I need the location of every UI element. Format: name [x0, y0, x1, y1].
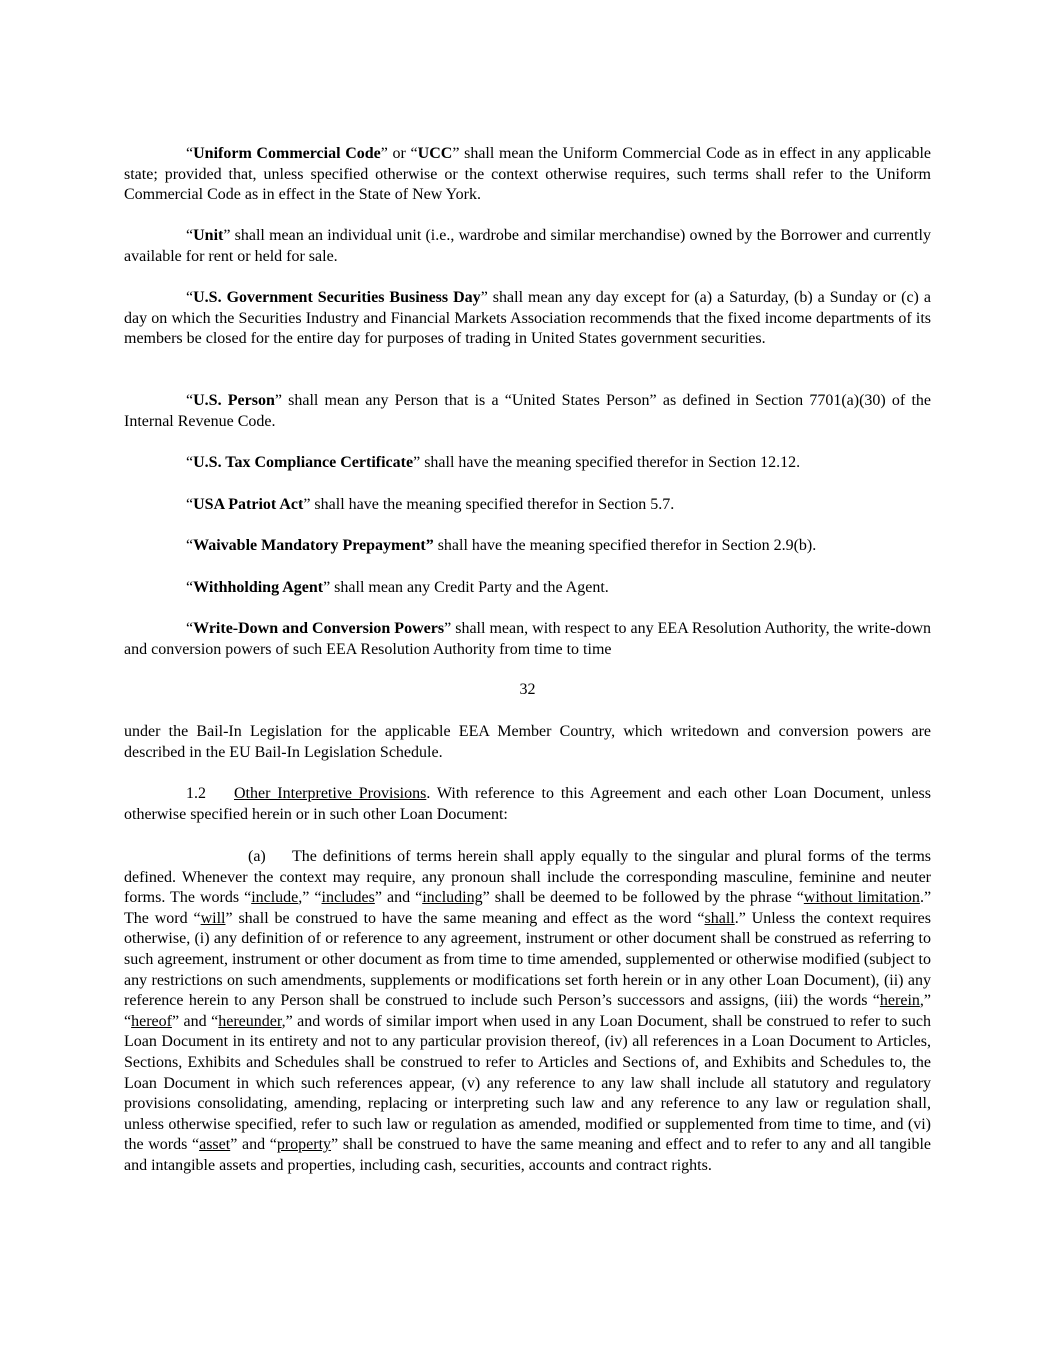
paragraph	[124, 453, 931, 474]
paragraph-text: “	[186, 537, 194, 554]
paragraph-text: ” shall mean any Credit Party and the Agent.	[323, 579, 609, 596]
paragraph-text: ,” and words of similar import when used in any Loan Document, shall be construed to refer to such Loan Document in its entirety and not to any particular provision thereof, (iv) all references in a Loan Document to Articles, Sections, Exhibits and Schedules shall be construed to refer to Articles and Sections of, and Exhibits and Schedules to, the Loan Document in which such references appear, (v) any reference to any law shall include all statutory and regulatory provisions consolidating, amending, replacing or interpreting such law and any reference to any law or regulation shall, unless otherwise specified, refer to such law or regulation as amended, modified or supplemented from time to time, and (vi) the words “	[124, 1012, 931, 1154]
underlined-term: asset	[199, 1136, 231, 1154]
underlined-term: without limitation	[803, 889, 920, 907]
paragraph-text: ” shall be deemed to be followed by the phrase “	[482, 889, 804, 907]
defined-term: Write-Down and Conversion Powers	[193, 620, 445, 637]
paragraph-text: ” shall mean, with respect to any EEA Resolution Authority, the write-down and conversion powers of such EEA Resolution Authority from time to time	[124, 620, 931, 658]
paragraph-text: ” shall be construed to have the same meaning and effect as the word “	[225, 909, 705, 927]
defined-term: Uniform Commercial Code	[193, 145, 381, 162]
underlined-term: include	[251, 889, 299, 907]
underlined-term: Other Interpretive Provisions	[234, 785, 427, 802]
defined-term: Unit	[193, 227, 224, 244]
paragraph	[124, 144, 931, 206]
paragraph-text: . With reference to this Agreement and each other Loan Document, unless otherwise specified herein or in such other Loan Document:	[124, 785, 931, 823]
paragraph	[124, 722, 931, 763]
defined-term: U.S. Tax Compliance Certificate	[193, 454, 414, 471]
underlined-term: property	[276, 1136, 332, 1154]
underlined-term: hereunder	[218, 1012, 282, 1030]
defined-term: U.S. Person	[193, 392, 275, 409]
defined-term: USA Patriot Act	[193, 496, 304, 513]
paragraph-text: ” shall mean an individual unit (i.e., wardrobe and similar merchandise) owned by the Borrower and currently available for rent or held for sale.	[124, 227, 931, 265]
paragraph-text: “	[186, 579, 194, 596]
paragraph-text: ” shall have the meaning specified therefor in Section 12.12.	[413, 454, 801, 471]
paragraph	[124, 495, 931, 516]
underlined-term: shall	[704, 909, 735, 927]
defined-term: U.S. Government Securities Business Day	[193, 289, 481, 306]
defined-term: Waivable Mandatory Prepayment”	[193, 537, 434, 554]
underlined-term: including	[422, 889, 483, 907]
paragraph-text: ” shall mean any day except for (a) a Saturday, (b) a Sunday or (c) a day on which the Securities Industry and Financial Markets Association recommends that the fixed income departments of its members be closed for the entire day for purposes of trading in United States government securities.	[124, 289, 931, 348]
paragraph-text: ” or “	[380, 145, 418, 162]
paragraph-text: ” and “	[374, 889, 423, 907]
paragraph-text: ” shall be construed to have the same meaning and effect and to refer to any and all tangible and intangible assets and properties, including cash, securities, accounts and contract rights.	[124, 1136, 931, 1174]
paragraph-text: “	[186, 227, 194, 244]
paragraph-text: “	[186, 620, 194, 637]
paragraph-text: .” Unless the context requires otherwise, (i) any definition of or reference to any agreement, instrument or other document shall be construed as referring to such agreement, instrument or other document as from time to time amended, supplemented or otherwise modified (subject to any restrictions on such amendments, supplements or modifications set forth herein or in any other Loan Document), (ii) any reference herein to any Person shall be construed to include such Person’s successors and assigns, (iii) the words “	[124, 909, 931, 1010]
section-number: 1.2	[186, 785, 206, 802]
paragraph-text: ” shall have the meaning specified therefor in Section 5.7.	[303, 496, 675, 513]
paragraph	[124, 288, 931, 350]
paragraph-text: .” The word “	[124, 889, 932, 927]
paragraph-text: ” and “	[230, 1136, 277, 1154]
paragraph-text: The definitions of terms herein shall apply equally to the singular and plural forms of the terms defined. Whenever the context may require, any pronoun shall include the corresponding masculine, feminine and neuter forms. The words “	[124, 848, 931, 907]
underlined-term: herein	[879, 992, 920, 1010]
paragraph-text: ” shall mean the Uniform Commercial Code as in effect in any applicable state; provided that, unless specified otherwise or the context otherwise requires, such terms shall refer to the Uniform Commercial Code as in effect in the State of New York.	[124, 145, 932, 204]
underlined-term: hereof	[131, 1012, 172, 1030]
paragraph-text: “	[186, 454, 194, 471]
paragraph-text: “	[186, 145, 194, 162]
page-number: 32	[519, 681, 536, 698]
section-number: (a)	[248, 848, 266, 865]
paragraph-text: shall have the meaning specified therefor in Section 2.9(b).	[433, 537, 817, 554]
paragraph	[124, 784, 931, 825]
paragraph-text: “	[186, 392, 194, 409]
defined-term: Withholding Agent	[193, 579, 324, 596]
underlined-term: will	[200, 909, 226, 927]
paragraph	[124, 619, 931, 660]
paragraph	[124, 391, 931, 432]
paragraph-text: under the Bail-In Legislation for the applicable EEA Member Country, which writedown and conversion powers are described in the EU Bail-In Legislation Schedule.	[124, 723, 931, 761]
underlined-term: includes	[321, 889, 375, 907]
paragraph	[124, 847, 931, 1177]
paragraph-text: ” and “	[171, 1012, 219, 1030]
paragraph-text: ,” “	[298, 889, 322, 907]
paragraph	[124, 226, 931, 267]
defined-term: UCC	[417, 145, 453, 162]
paragraph-text: ” shall mean any Person that is a “United States Person” as defined in Section 7701(a)(30) of the Internal Revenue Code.	[124, 392, 931, 430]
paragraph-text: ,” “	[124, 992, 931, 1030]
paragraph	[124, 536, 931, 557]
paragraph-text: “	[186, 289, 194, 306]
paragraph	[124, 578, 931, 599]
paragraph-text: “	[186, 496, 194, 513]
